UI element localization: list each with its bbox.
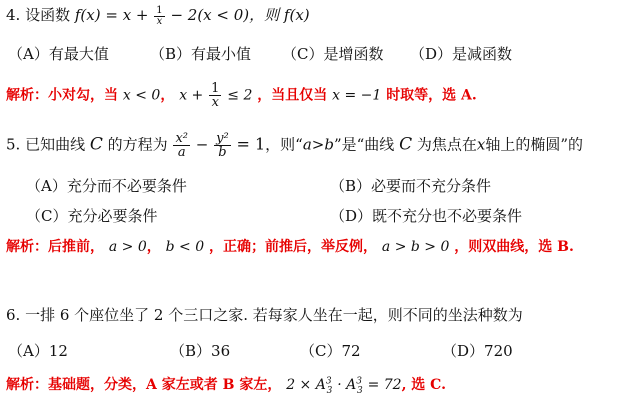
q4-analysis-fraction: $\frac{1}{x}$ — [211, 81, 220, 110]
q6-option-a: （A）12 — [8, 342, 68, 360]
q4-option-a: （A）有最大值 — [8, 45, 109, 63]
q6-option-d: （D）720 — [442, 342, 513, 360]
q5-option-a: （A）充分而不必要条件 — [26, 177, 187, 195]
q4-option-c: （C）是增函数 — [282, 45, 384, 63]
q4-expr-2: − 2(x < 0)，则 — [170, 6, 280, 24]
q5-option-c: （C）充分必要条件 — [26, 207, 158, 225]
q4-option-b: （B）有最小值 — [150, 45, 252, 63]
q4-expr-3: f(x) — [283, 6, 310, 24]
question-5-stem: 5. 已知曲线 C 的方程为 $\frac{\text{x²}}{a}$ − $\frac{\text{y²}}{b}$ = 1，则“a>b”是“曲线 C 为焦点在x轴上的椭圆”的 — [6, 131, 584, 160]
q4-prefix: 4. 设函数 — [6, 6, 71, 24]
q4-option-d: （D）是减函数 — [410, 45, 513, 63]
q6-option-b: （B）36 — [170, 342, 231, 360]
q4-expr-1: f(x) = x + — [74, 6, 149, 24]
q5-fraction-x: $\frac{\text{x²}}{a}$ — [175, 131, 189, 160]
q6-analysis: 解析：基础题，分类，A 家左或者 B 家左， $2 \times A^3_3 \cdot A^3_3 = 72$, 选 C. — [6, 376, 446, 396]
q5-option-d: （D）既不充分也不必要条件 — [330, 207, 523, 225]
q5-option-b: （B）必要而不充分条件 — [330, 177, 492, 195]
q5-analysis: 解析：后推前， a > 0， b < 0 ，正确；前推后，举反例， a > b > 0 ，则双曲线，选 B. — [6, 239, 574, 255]
q5-fraction-y: $\frac{\text{y²}}{b}$ — [216, 131, 229, 160]
q4-fraction: $\frac{1}{x}$ — [156, 4, 163, 27]
q4-analysis: 解析：小对勾，当 x < 0， x + $\frac{1}{x}$ ≤ 2 ，当且仅当 x = −1 时取等，选 A. — [6, 81, 477, 110]
question-6-stem: 6. 一排 6 个座位坐了 2 个三口之家. 若每家人坐在一起，则不同的坐法种数为 — [6, 306, 523, 324]
question-4-stem — [6, 4, 310, 27]
q6-option-c: （C）72 — [300, 342, 361, 360]
